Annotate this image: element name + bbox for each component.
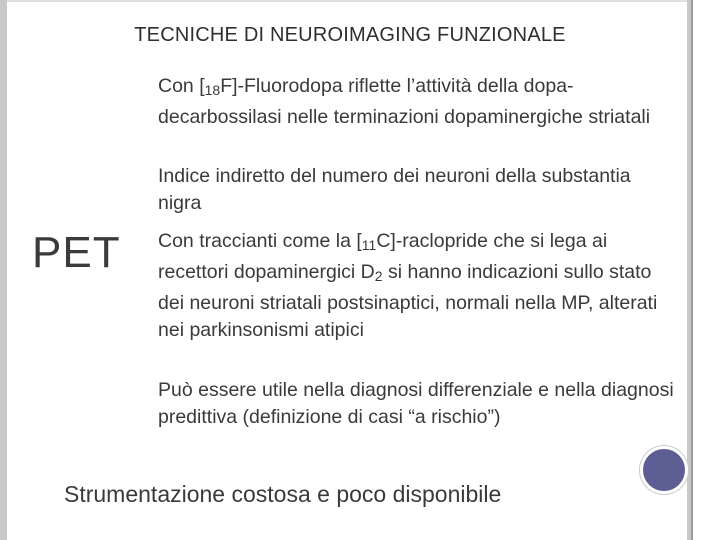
bullet-list — [158, 73, 678, 431]
bullet-text: si hanno indicazioni sullo stato dei neuroni striatali postsinaptici, normali nella MP, alterati nei parkinsonismi atipici — [158, 261, 658, 341]
bullet-diagnosi: Può essere utile nella diagnosi differenziale e nella diagnosi predittiva (definizione di casi “a rischio”) — [158, 379, 674, 428]
bullet-fluorodopa — [158, 73, 678, 163]
isotope-mass-number: 18 — [204, 82, 221, 98]
bullet-text: Con [ — [158, 75, 205, 97]
slide-title: TECNICHE DI NEUROIMAGING FUNZIONALE — [134, 24, 566, 46]
section-label: PET — [32, 228, 121, 277]
bullet-text: C]-raclopride che si lega ai recettori dopaminergici D — [158, 230, 608, 283]
bullet-text: F]-Fluorodopa riflette l’attività della dopa-decarbossilasi nelle terminazioni dopaminergiche striatali — [158, 75, 651, 128]
right-border-line — [691, 0, 693, 540]
isotope-mass-number: 11 — [361, 237, 377, 253]
left-border-decoration — [0, 0, 7, 540]
top-border-decoration — [7, 0, 687, 2]
bullet-substantia-nigra: Indice indiretto del numero dei neuroni della substantia nigra — [158, 165, 631, 214]
receptor-subscript: 2 — [374, 268, 383, 284]
footer-note: Strumentazione costosa e poco disponibile — [64, 481, 502, 507]
bullet-text: Con traccianti come la [ — [158, 230, 362, 252]
bullet-raclopride — [158, 228, 678, 373]
circle-decoration — [640, 446, 688, 494]
